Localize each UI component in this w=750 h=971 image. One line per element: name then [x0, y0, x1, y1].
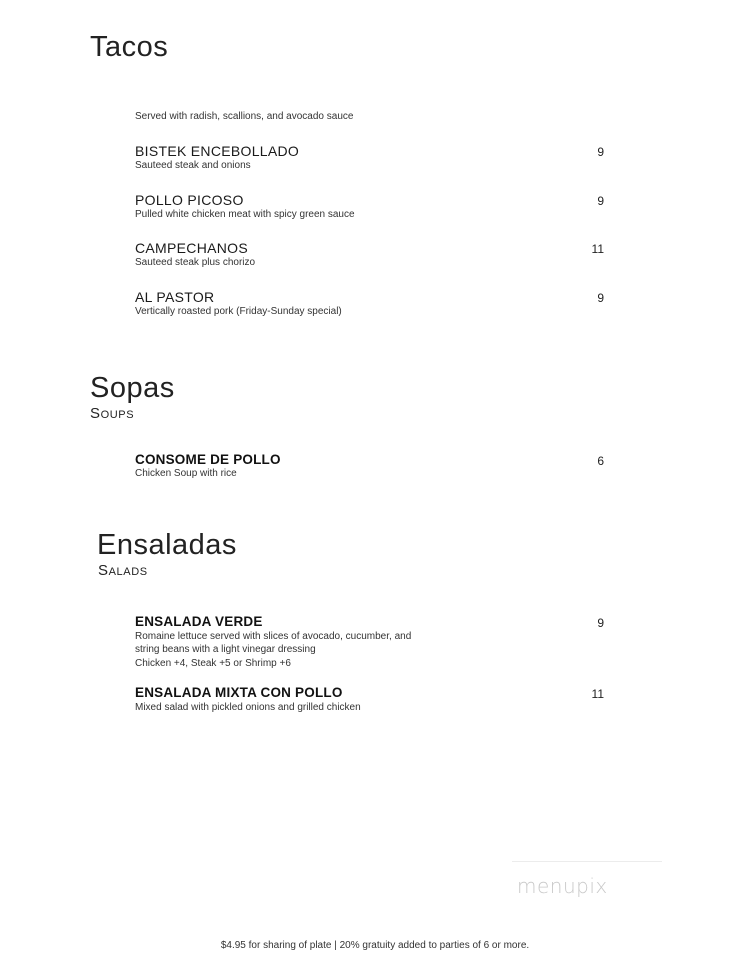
menu-item-description: Sauteed steak plus chorizo: [135, 257, 256, 268]
menu-item-price: 9: [597, 616, 604, 630]
section-subtitle-soups: Soups: [90, 405, 135, 422]
menu-item-name: POLLO PICOSO: [135, 192, 244, 208]
menu-item-price: 11: [591, 687, 604, 701]
tacos-intro: Served with radish, scallions, and avocado sauce: [135, 111, 354, 122]
menu-item-description: Mixed salad with pickled onions and grilled chicken: [135, 702, 361, 713]
menu-item-addons: Chicken +4, Steak +5 or Shrimp +6: [135, 658, 291, 669]
menu-item-description: string beans with a light vinegar dressing: [135, 644, 316, 655]
menu-item-price: 9: [597, 145, 604, 159]
section-title-sopas: Sopas: [90, 372, 175, 404]
menu-item-name: AL PASTOR: [135, 289, 215, 305]
menu-item-name: CAMPECHANOS: [135, 240, 248, 256]
menu-item-price: 9: [597, 194, 604, 208]
menu-item-name: ENSALADA VERDE: [135, 614, 263, 629]
menu-item-description: Vertically roasted pork (Friday-Sunday special): [135, 306, 342, 317]
menu-item-description: Sauteed steak and onions: [135, 160, 251, 171]
menu-item-price: 9: [597, 291, 604, 305]
section-subtitle-salads: Salads: [98, 562, 148, 579]
menu-item-description: Chicken Soup with rice: [135, 468, 237, 479]
menu-item-description: Romaine lettuce served with slices of avocado, cucumber, and: [135, 631, 412, 642]
menu-item-price: 11: [591, 242, 604, 256]
footer-note: $4.95 for sharing of plate | 20% gratuity added to parties of 6 or more.: [220, 940, 530, 951]
menu-item-name: ENSALADA MIXTA CON POLLO: [135, 685, 343, 700]
section-title-ensaladas: Ensaladas: [97, 529, 237, 561]
watermark-divider: [512, 861, 662, 862]
section-title-tacos: Tacos: [90, 31, 169, 63]
menu-item-description: Pulled white chicken meat with spicy green sauce: [135, 209, 355, 220]
menupix-watermark-logo: menupix: [517, 874, 608, 898]
menu-item-name: CONSOME DE POLLO: [135, 452, 281, 467]
menu-item-name: BISTEK ENCEBOLLADO: [135, 143, 300, 159]
menu-item-price: 6: [597, 454, 604, 468]
